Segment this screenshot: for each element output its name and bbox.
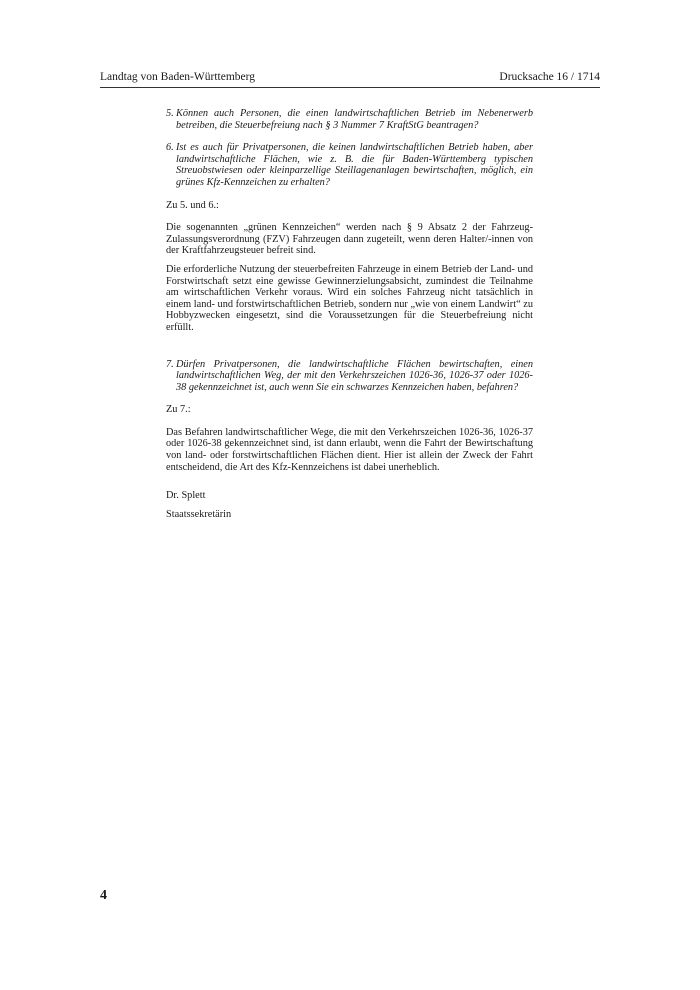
question-text: Können auch Personen, die einen landwirtschaftlichen Betrieb im Nebenerwerb betreiben, die Steuerbefreiung nach § 3 Nummer 7 KraftStG beantragen? xyxy=(176,108,533,131)
answer-5-6-paragraph-1: Die sogenannten „grünen Kennzeichen“ werden nach § 9 Absatz 2 der Fahrzeug-Zulassungsverordnung (FZV) Fahrzeugen dann zugeteilt, wenn deren Halter/-innen von der Kraftfahrzeugsteuer befreit sind. xyxy=(166,222,533,257)
answer-5-6-paragraph-2: Die erforderliche Nutzung der steuerbefreiten Fahrzeuge in einem Betrieb der Land- und Forstwirtschaft setzt eine gewisse Gewinnerzielungsabsicht, zumindest die Teilnahme am wirtschaftlichen Verkehr voraus. Wird ein solches Fahrzeug nicht tatsächlich in einem land- und forstwirtschaftlichen Betrieb, sondern nur „wie von einem Landwirt“ zu Hobbyzwecken eingesetzt, sind die Voraussetzungen für die Steuerbefreiung nicht erfüllt. xyxy=(166,263,533,333)
question-7 xyxy=(166,359,533,394)
answer-7-paragraph-1: Das Befahren landwirtschaftlicher Wege, die mit den Verkehrszeichen 1026-36, 1026-37 oder 1026-38 gekennzeichnet sind, ist dann erlaubt, wenn die Fahrt der Bewirtschaftung von land- oder forstwirtschaftlichen Flächen dient. Hier ist allein der Zweck der Fahrt entscheidend, die Art des Kfz-Kennzeichens ist dabei unerheblich. xyxy=(166,426,533,473)
signatory-title: Staatssekretärin xyxy=(166,508,232,520)
page-number: 4 xyxy=(100,888,107,903)
question-number: 5. xyxy=(166,108,174,119)
question-6 xyxy=(166,142,533,188)
answer-heading-5-6: Zu 5. und 6.: xyxy=(166,199,219,211)
question-text: Ist es auch für Privatpersonen, die keinen landwirtschaftlichen Betrieb haben, aber landwirtschaftliche Flächen, wie z. B. die für Baden-Württemberg typischen Streuobstwiesen oder kleinparzellige Steillagenanlagen bewirtschaften, möglich, ein grünes Kfz-Kennzeichen zu erhalten? xyxy=(176,142,533,188)
question-number: 6. xyxy=(166,142,174,154)
document-body xyxy=(166,108,533,527)
signatory-name: Dr. Splett xyxy=(166,490,206,502)
question-5 xyxy=(166,108,533,131)
page-header xyxy=(100,70,600,88)
question-text: Dürfen Privatpersonen, die landwirtschaftliche Flächen bewirtschaften, einen landwirtschaftlichen Weg, der mit den Verkehrszeichen 1026-36, 1026-37 oder 1026-38 gekennzeichnet ist, auch wenn Sie ein schwarzes Kennzeichen haben, befahren? xyxy=(176,358,533,393)
question-number: 7. xyxy=(166,358,174,370)
answer-heading-7: Zu 7.: xyxy=(166,404,191,416)
header-parliament: Landtag von Baden-Württemberg xyxy=(100,71,255,83)
header-document-number: Drucksache 16 / 1714 xyxy=(499,71,600,83)
